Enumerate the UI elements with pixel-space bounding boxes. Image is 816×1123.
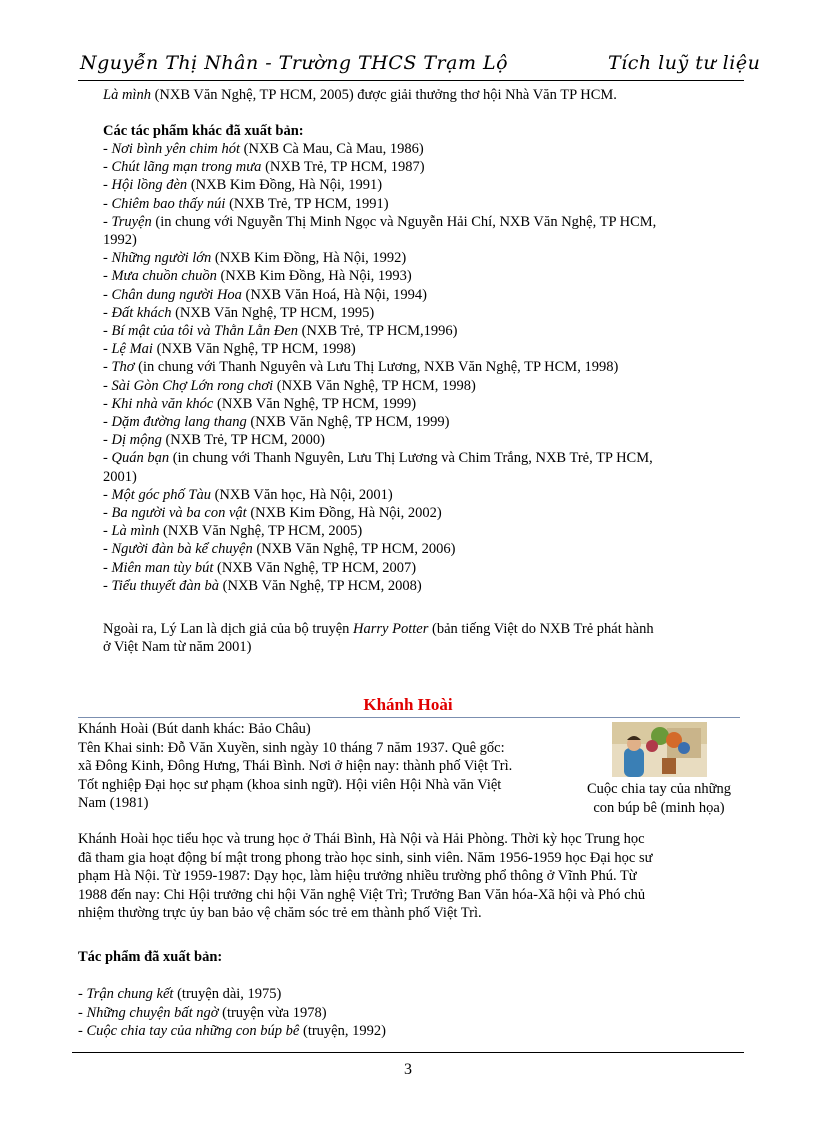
footer-divider — [72, 1052, 744, 1053]
list-item: - Bí mật của tôi và Thằn Lằn Đen (NXB Trẻ, TP HCM,1996) — [103, 323, 458, 339]
list-item: - Dị mộng (NXB Trẻ, TP HCM, 2000) — [103, 432, 325, 449]
works-heading: Tác phẩm đã xuất bản: — [78, 949, 223, 965]
list-item: - Cuộc chia tay của những con búp bê (truyện, 1992) — [78, 1023, 386, 1040]
bio-line: Tốt nghiệp Đại học sư phạm (khoa sinh ngữ). Hội viên Hội Nhà văn Việt — [78, 776, 502, 793]
list-item: - Một góc phố Tàu (NXB Văn học, Hà Nội, 2001) — [103, 486, 393, 503]
bio-line: Nam (1981) — [78, 795, 149, 812]
intro-line — [103, 86, 617, 104]
paragraph-line: đã tham gia hoạt động bí mật trong phong trào học sinh, sinh viên. Năm 1956-1959 học Đại học sư — [78, 849, 653, 866]
list-item-continuation: 2001) — [103, 468, 137, 485]
translator-note-a: Ngoài ra, Lý Lan là dịch giả của bộ truyện — [103, 621, 354, 637]
list-item: - Nơi bình yên chim hót (NXB Cà Mau, Cà Mau, 1986) — [103, 141, 424, 157]
list-item-continuation: 1992) — [103, 232, 137, 248]
list-item: - Khi nhà văn khóc (NXB Văn Nghệ, TP HCM, 1999) — [103, 395, 417, 412]
list-item: - Ba người và ba con vật (NXB Kim Đồng, Hà Nội, 2002) — [103, 505, 442, 521]
list-item: - Chút lãng mạn trong mưa (NXB Trẻ, TP HCM, 1987) — [103, 159, 425, 176]
bio-line: Khánh Hoài (Bút danh khác: Bảo Châu) — [78, 721, 311, 737]
list-item: - Sài Gòn Chợ Lớn rong chơi (NXB Văn Nghệ, TP HCM, 1998) — [103, 377, 476, 394]
page-number: 3 — [404, 1061, 412, 1078]
list-item: - Trận chung kết (truyện dài, 1975) — [78, 986, 282, 1002]
section-title: Khánh Hoài — [363, 695, 453, 714]
translator-note-line1 — [103, 620, 654, 638]
other-works-heading: Các tác phẩm khác đã xuất bản: — [103, 123, 304, 139]
list-item: - Miên man tùy bút (NXB Văn Nghệ, TP HCM, 2007) — [103, 559, 417, 576]
section-title-underline — [78, 717, 740, 718]
translator-note-c: (bản tiếng Việt do NXB Trẻ phát hành — [428, 621, 654, 637]
bio-line: xã Đông Kinh, Đông Hưng, Thái Bình. Nơi ở hiện nay: thành phố Việt Trì. — [78, 758, 513, 775]
list-item: - Truyện (in chung với Nguyễn Thị Minh Ngọc và Nguyễn Hải Chí, NXB Văn Nghệ, TP HCM, — [103, 213, 657, 230]
intro-rest: (NXB Văn Nghệ, TP HCM, 2005) được giải thưởng thơ hội Nhà Văn TP HCM. — [150, 87, 617, 103]
header-left: Nguyễn Thị Nhân - Trường THCS Trạm Lộ — [80, 52, 509, 74]
illustration-caption-2: con búp bê (minh họa) — [593, 800, 725, 816]
illustration-caption-1: Cuộc chia tay của những — [587, 781, 731, 797]
list-item: - Là mình (NXB Văn Nghệ, TP HCM, 2005) — [103, 523, 363, 540]
list-item: - Những chuyện bất ngờ (truyện vừa 1978) — [78, 1004, 327, 1021]
list-item: - Những người lớn (NXB Kim Đồng, Hà Nội, 1992) — [103, 250, 407, 267]
illustration-image — [612, 722, 707, 777]
list-item: - Tiểu thuyết đàn bà (NXB Văn Nghệ, TP HCM, 2008) — [103, 577, 422, 594]
list-item: - Quán bạn (in chung với Thanh Nguyên, Lưu Thị Lương và Chim Trắng, NXB Trẻ, TP HCM, — [103, 450, 653, 467]
intro-title: Là mình — [103, 87, 151, 103]
list-item: - Đất khách (NXB Văn Nghệ, TP HCM, 1995) — [103, 304, 375, 321]
bio-line: Tên Khai sinh: Đỗ Văn Xuyền, sinh ngày 10 tháng 7 năm 1937. Quê gốc: — [78, 739, 505, 756]
list-item: - Mưa chuồn chuồn (NXB Kim Đồng, Hà Nội, 1993) — [103, 268, 412, 285]
list-item: - Dặm đường lang thang (NXB Văn Nghệ, TP HCM, 1999) — [103, 414, 450, 430]
paragraph-line: 1988 đến nay: Chi Hội trưởng chi hội Văn nghệ Việt Trì; Trưởng Ban Văn hóa-Xã hội và Phó chủ — [78, 886, 646, 903]
paragraph-line: nhiệm thường trực ủy ban bảo vệ chăm sóc trẻ em thành phố Việt Trì. — [78, 905, 482, 922]
translator-note-line2: ở Việt Nam từ năm 2001) — [103, 639, 252, 655]
list-item: - Hội lồng đèn (NXB Kim Đồng, Hà Nội, 1991) — [103, 177, 383, 194]
translator-note-book: Harry Potter — [353, 621, 429, 637]
list-item: - Chiêm bao thấy núi (NXB Trẻ, TP HCM, 1991) — [103, 195, 389, 212]
paragraph-line: Khánh Hoài học tiểu học và trung học ở Thái Bình, Hà Nội và Hải Phòng. Thời kỳ học Trung học — [78, 831, 645, 847]
paragraph-line: phạm Hà Nội. Từ 1959-1987: Dạy học, làm hiệu trưởng nhiều trường phổ thông ở Vĩnh Phú. Từ — [78, 868, 637, 885]
list-item: - Chân dung người Hoa (NXB Văn Hoá, Hà Nội, 1994) — [103, 286, 427, 303]
header-divider — [78, 80, 744, 81]
list-item: - Thơ (in chung với Thanh Nguyên và Lưu Thị Lương, NXB Văn Nghệ, TP HCM, 1998) — [103, 359, 619, 376]
header-right: Tích luỹ tư liệu — [608, 52, 761, 74]
list-item: - Người đàn bà kể chuyện (NXB Văn Nghệ, TP HCM, 2006) — [103, 541, 456, 558]
list-item: - Lệ Mai (NXB Văn Nghệ, TP HCM, 1998) — [103, 341, 356, 358]
